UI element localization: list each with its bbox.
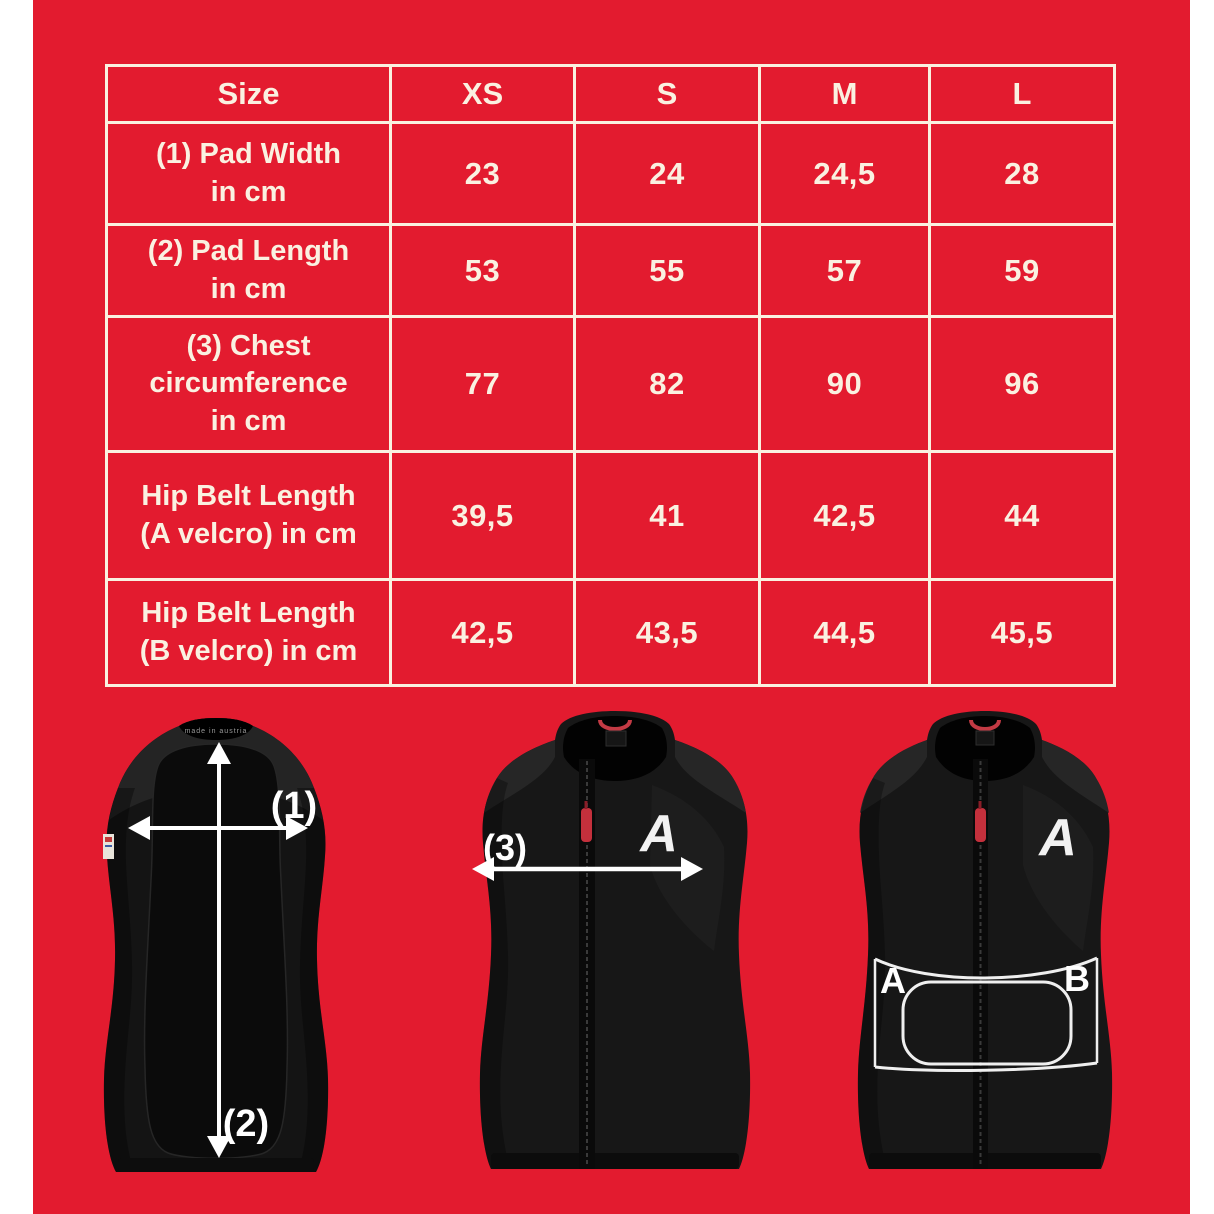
vest-belt-view-svg xyxy=(845,705,1135,1192)
row-label-line: (3) Chest xyxy=(186,330,311,363)
cell-pad-width-xs: 23 xyxy=(391,123,575,225)
collar-text: made in austria xyxy=(184,728,248,735)
vest-front-body xyxy=(480,711,750,1169)
cell-pad-width-l: 28 xyxy=(930,123,1115,225)
cell-hip-b-m: 44,5 xyxy=(760,580,930,686)
row-label-line: (B velcro) in cm xyxy=(139,634,358,667)
vest-hem xyxy=(118,1158,314,1172)
cell-chest-s: 82 xyxy=(575,317,760,452)
row-label-line: in cm xyxy=(210,272,287,305)
cell-pad-length-s: 55 xyxy=(575,225,760,317)
row-label-line: Hip Belt Length xyxy=(141,597,356,630)
zipper-pull xyxy=(581,808,592,842)
cell-hip-a-xs: 39,5 xyxy=(391,452,575,580)
row-label-line: in cm xyxy=(210,404,287,437)
cell-pad-length-m: 57 xyxy=(760,225,930,317)
table-row-chest xyxy=(107,317,1115,452)
table-row-pad-width xyxy=(107,123,1115,225)
vest-back-view-svg xyxy=(88,712,344,1188)
velcro-a-label: A xyxy=(880,960,906,1001)
vest-back-view-diagram xyxy=(88,712,344,1188)
row-label-hip-belt-b xyxy=(107,580,391,686)
header-s: S xyxy=(575,66,760,123)
cell-hip-b-l: 45,5 xyxy=(930,580,1115,686)
cell-pad-width-m: 24,5 xyxy=(760,123,930,225)
row-label-pad-width xyxy=(107,123,391,225)
zipper-pull xyxy=(975,808,986,842)
row-label-hip-belt-a xyxy=(107,452,391,580)
cell-pad-width-s: 24 xyxy=(575,123,760,225)
pad-length-label: (2) xyxy=(222,1103,270,1145)
row-label-line: in cm xyxy=(210,175,287,208)
cell-hip-b-xs: 42,5 xyxy=(391,580,575,686)
header-size: Size xyxy=(107,66,391,123)
row-label-line: (A velcro) in cm xyxy=(140,517,357,550)
side-tag xyxy=(103,834,114,859)
table-row-hip-belt-b xyxy=(107,580,1115,686)
cell-chest-xs: 77 xyxy=(391,317,575,452)
vest-front-view-diagram xyxy=(452,705,778,1192)
cell-hip-a-m: 42,5 xyxy=(760,452,930,580)
cell-chest-m: 90 xyxy=(760,317,930,452)
brand-logo-a: A xyxy=(640,805,678,863)
zipper xyxy=(579,759,595,1169)
header-m: M xyxy=(760,66,930,123)
table-header-row xyxy=(107,66,1115,123)
brand-logo-a: A xyxy=(1039,809,1077,867)
vest-hem xyxy=(491,1153,739,1169)
vest-front-view-svg xyxy=(452,705,778,1192)
pad-width-label: (1) xyxy=(270,785,318,827)
cell-hip-b-s: 43,5 xyxy=(575,580,760,686)
cell-chest-l: 96 xyxy=(930,317,1115,452)
cell-pad-length-l: 59 xyxy=(930,225,1115,317)
header-xs: XS xyxy=(391,66,575,123)
row-label-line: (1) Pad Width xyxy=(155,138,341,171)
size-chart-table-wrap xyxy=(105,64,1113,684)
zipper xyxy=(973,759,988,1169)
row-label-line: Hip Belt Length xyxy=(141,480,356,513)
chest-label: (3) xyxy=(483,827,527,868)
table-row-pad-length xyxy=(107,225,1115,317)
row-label-line: circumference xyxy=(149,367,348,400)
row-label-line: (2) Pad Length xyxy=(147,235,350,268)
velcro-b-label: B xyxy=(1064,958,1090,999)
row-label-pad-length xyxy=(107,225,391,317)
row-label-chest xyxy=(107,317,391,452)
cell-hip-a-s: 41 xyxy=(575,452,760,580)
header-l: L xyxy=(930,66,1115,123)
cell-pad-length-xs: 53 xyxy=(391,225,575,317)
vest-belt-view-diagram xyxy=(845,705,1135,1192)
table-row-hip-belt-a xyxy=(107,452,1115,580)
size-chart-table xyxy=(105,64,1116,687)
cell-hip-a-l: 44 xyxy=(930,452,1115,580)
